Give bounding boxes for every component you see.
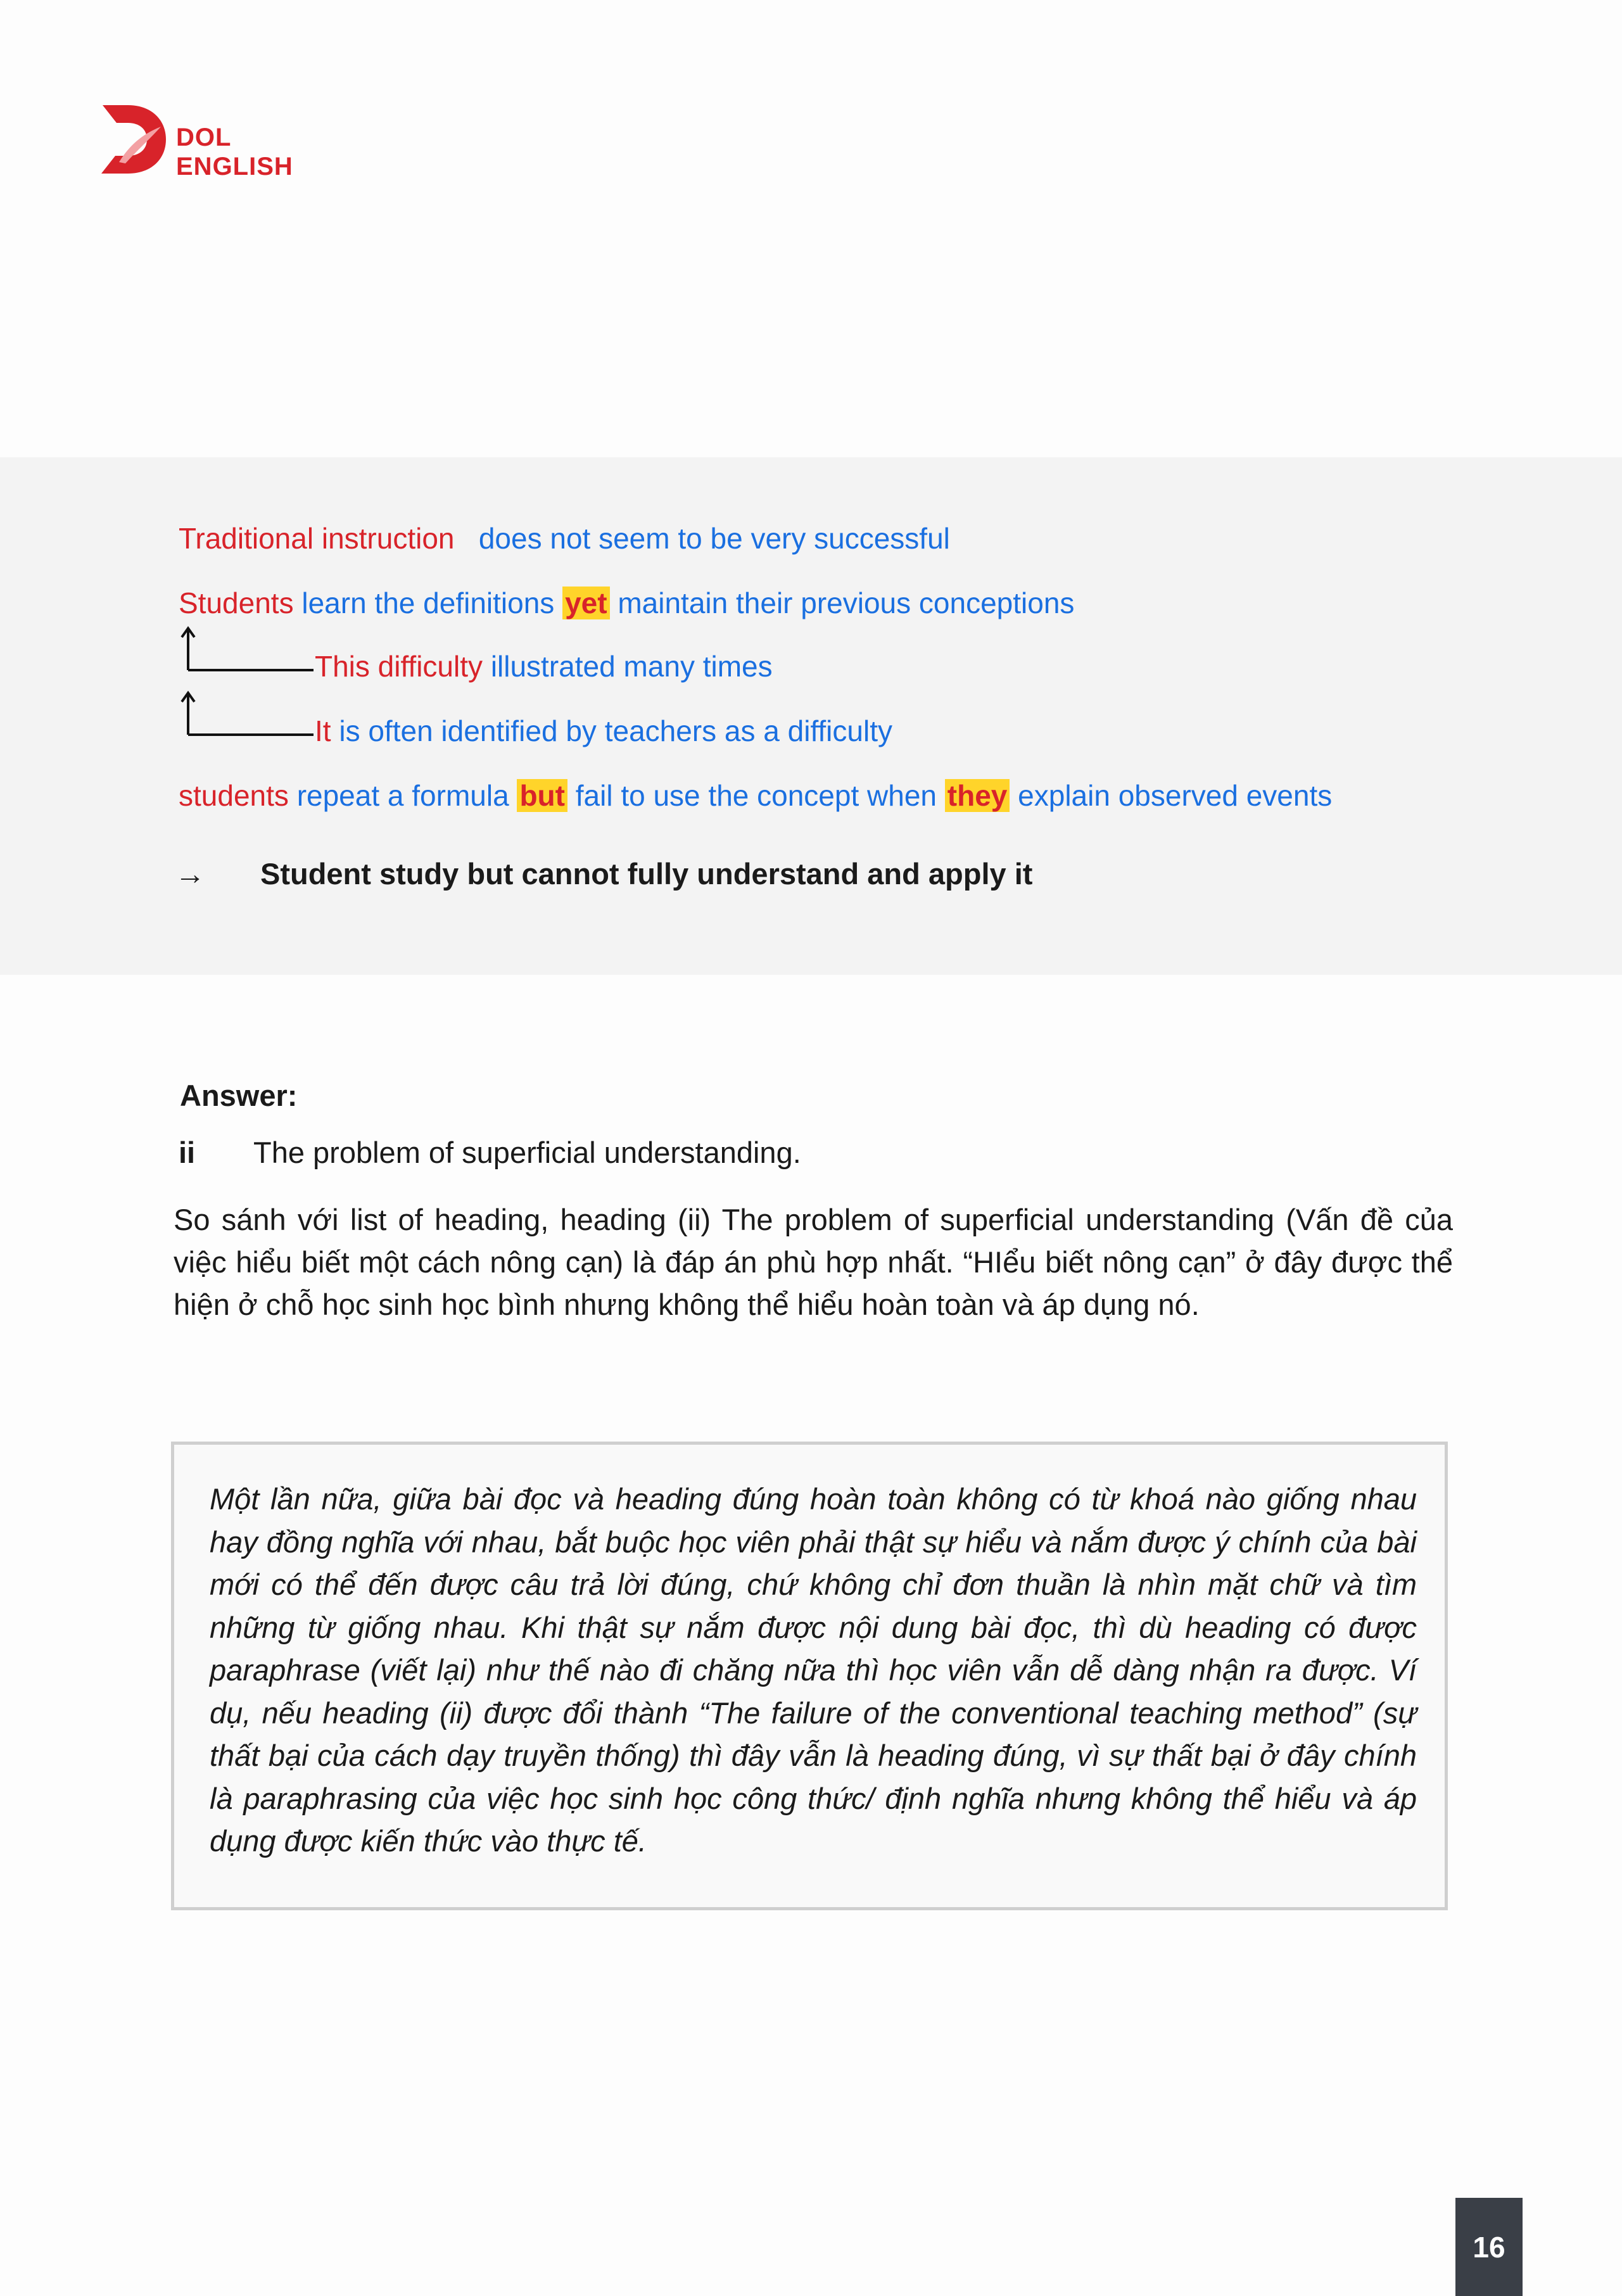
predicate: does not seem to be very successful [478, 522, 950, 555]
conclusion-row [175, 854, 1032, 895]
answer-title: Answer: [180, 1079, 298, 1112]
predicate-part: learn the definitions [301, 587, 555, 619]
pronoun-highlight: they [945, 779, 1010, 812]
dol-english-logo [100, 101, 303, 181]
analysis-line-2 [179, 584, 1074, 622]
connector-arrow-icon [181, 690, 315, 741]
logo-line-2: ENGLISH [176, 153, 293, 181]
logo-line-1: DOL [176, 124, 232, 151]
page-number: 16 [1455, 2198, 1523, 2296]
analysis-line-5 [179, 777, 1332, 815]
subject: Traditional instruction [179, 522, 455, 555]
heading-text: The problem of superficial understanding. [253, 1136, 801, 1169]
connector-arrow-icon [181, 626, 315, 676]
analysis-line-4 [315, 712, 892, 750]
analysis-line-1 [179, 519, 950, 557]
predicate-part: maintain their previous conceptions [618, 587, 1075, 619]
note-text: Một lần nữa, giữa bài đọc và heading đúng hoàn toàn không có từ khoá nào giống nhau hay đồng nghĩa với nhau, bắt buộc học viên phải thật sự hiểu và nắm được ý chính của bài mới có thể đến được câu trả lời đúng, chứ không chỉ đơn thuần là nhìn mặt chữ và tìm những từ giống nhau. Khi thật sự nắm được nội dung bài đọc, thì dù heading có được paraphrase (viết lại) như thế nào đi chăng nữa thì học viên vẫn dễ dàng nhận ra được. Ví dụ, nếu heading (ii) được đổi thành “The failure of the conventional teaching method” (sự thất bại của cách dạy truyền thống) thì đây vẫn là heading đúng, vì sự thất bại ở đây chính là paraphrasing của việc học sinh học công thức/ định nghĩa nhưng không thể hiểu và áp dụng được kiến thức vào thực tế. [210, 1482, 1417, 1858]
predicate-part: repeat a formula [296, 779, 509, 812]
predicate-part: fail to use the concept when [575, 779, 937, 812]
heading-number: ii [179, 1136, 196, 1169]
logo-wordmark [176, 123, 293, 181]
predicate: is often identified by teachers as a difficulty [339, 714, 892, 747]
answer-explanation: So sánh với list of heading, heading (ii) The problem of superficial understanding (Vấn đề của việc hiểu biết một cách nông cạn) là đáp án phù hợp nhất. “HIểu biết nông cạn” ở đây được thể hiện ở chỗ học sinh học bình nhưng không thể hiểu hoàn toàn và áp dụng nó. [174, 1203, 1453, 1321]
conclusion-text: Student study but cannot fully understand and apply it [260, 857, 1033, 891]
predicate: illustrated many times [490, 650, 773, 683]
subject: It [315, 714, 331, 747]
predicate-part: explain observed events [1018, 779, 1333, 812]
subject: students [179, 779, 289, 812]
subject: This difficulty [315, 650, 483, 683]
subject: Students [179, 587, 294, 619]
linking-word-highlight: but [517, 779, 567, 812]
answer-heading-row [179, 1134, 801, 1172]
dol-logo-icon [100, 101, 170, 177]
linking-word-highlight: yet [562, 587, 609, 619]
right-arrow-icon: → [175, 858, 205, 891]
analysis-line-3 [315, 647, 773, 685]
note-box [171, 1442, 1448, 1910]
